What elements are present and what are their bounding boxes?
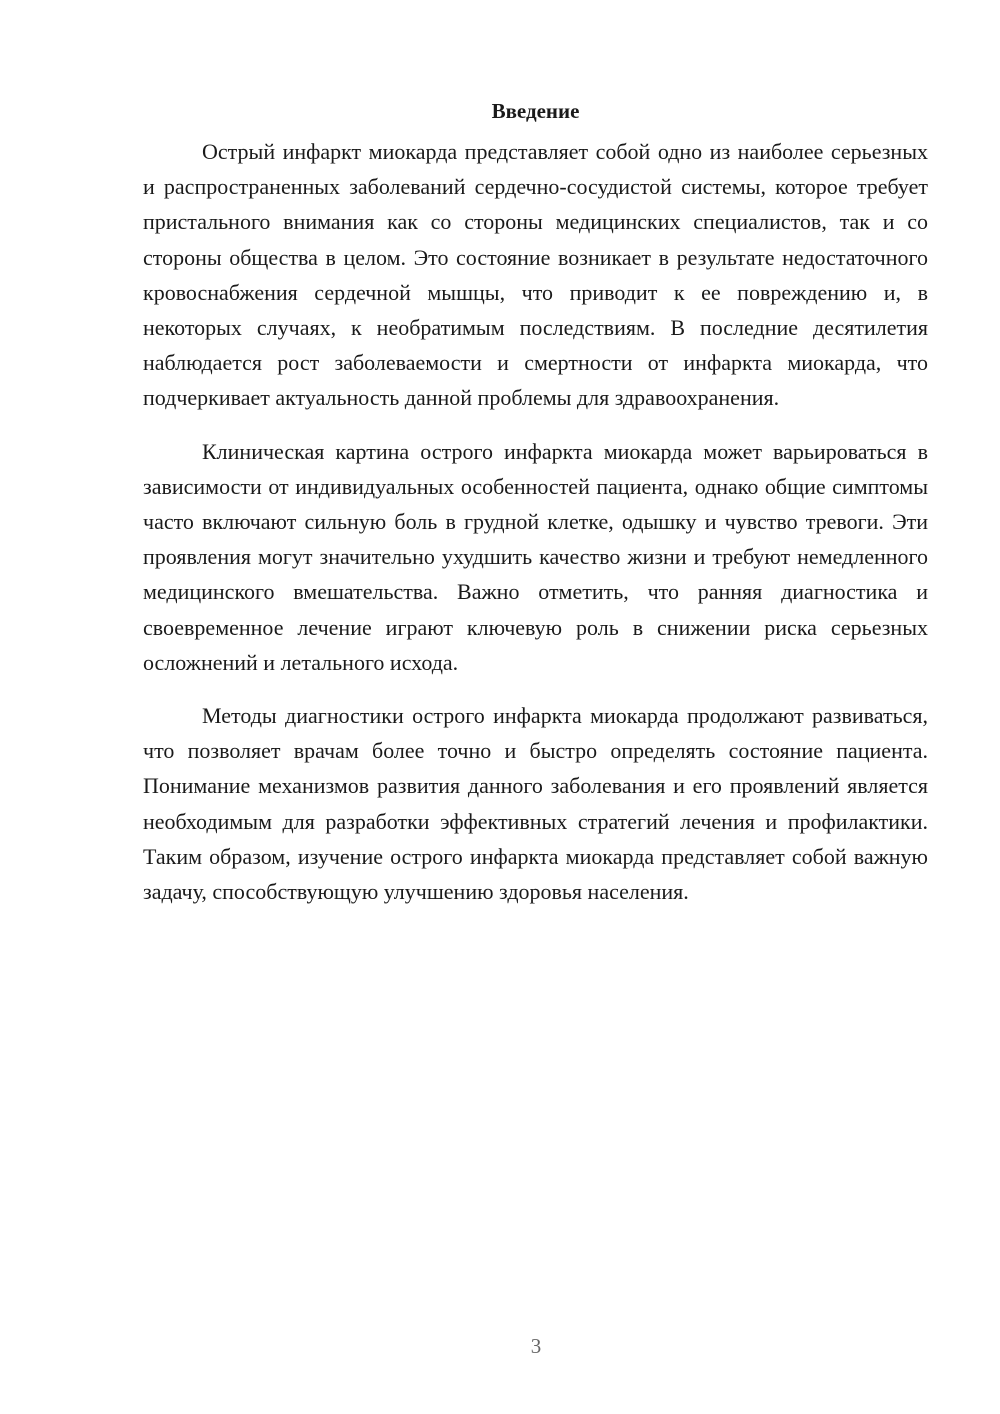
paragraph-1: Острый инфаркт миокарда представляет собой одно из наиболее серьезных и распространенных заболеваний сердечно-сосудистой системы, которое требует пристального внимания как со стороны медицинских специалистов, так и со стороны общества в целом. Это состояние возникает в результате недостаточного кровоснабжения сердечной мышцы, что приводит к ее повреждению и, в некоторых случаях, к необратимым последствиям. В последние десятилетия наблюдается рост заболеваемости и смертности от инфаркта миокарда, что подчеркивает актуальность данной проблемы для здравоохранения. — [143, 139, 928, 411]
page-content — [143, 96, 928, 909]
paragraph-3: Методы диагностики острого инфаркта миокарда продолжают развиваться, что позволяет врачам более точно и быстро определять состояние пациента. Понимание механизмов развития данного заболевания и его проявлений является необходимым для разработки эффективных стратегий лечения и профилактики. Таким образом, изучение острого инфаркта миокарда представляет собой важную задачу, способствующую улучшению здоровья населения. — [143, 703, 928, 905]
paragraph-2: Клиническая картина острого инфаркта миокарда может варьироваться в зависимости от индивидуальных особенностей пациента, однако общие симптомы часто включают сильную боль в грудной клетке, одышку и чувство тревоги. Эти проявления могут значительно ухудшить качество жизни и требуют немедленного медицинского вмешательства. Важно отметить, что ранняя диагностика и своевременное лечение играют ключевую роль в снижении риска серьезных осложнений и летального исхода. — [143, 438, 928, 675]
section-heading: Введение — [491, 99, 580, 123]
page-number: 3 — [530, 1334, 542, 1358]
